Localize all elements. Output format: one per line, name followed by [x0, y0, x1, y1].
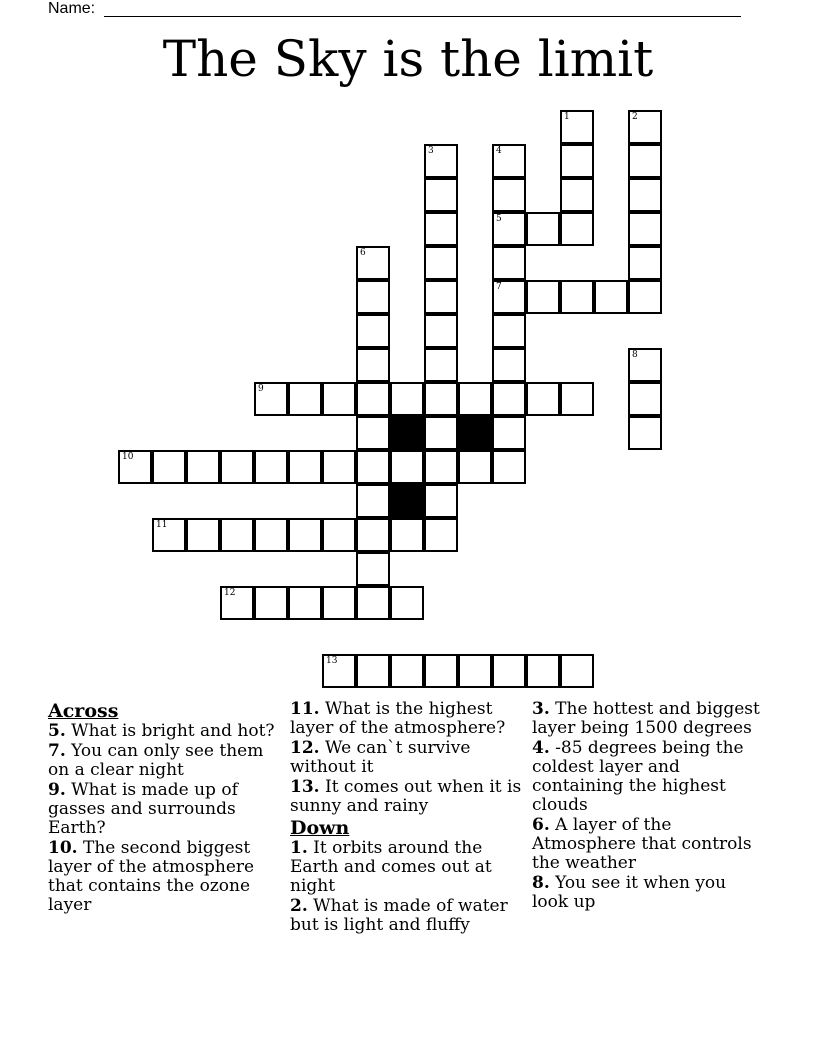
clue-text: It comes out when it is sunny and rainy [290, 777, 522, 816]
clue-text: -85 degrees being the coldest layer and containing the highest clouds [532, 738, 744, 815]
clue-column-2 [290, 700, 526, 936]
grid-cell[interactable] [492, 382, 526, 416]
clue-num: 9. [48, 780, 66, 800]
name-label: Name: [48, 0, 96, 17]
grid-cell[interactable] [560, 382, 594, 416]
grid-cell[interactable] [390, 654, 424, 688]
across-clue-list-1 [48, 722, 284, 915]
black-cell [390, 484, 424, 518]
clue-text: It orbits around the Earth and comes out at night [290, 838, 492, 896]
clue-number: 8 [632, 350, 638, 360]
grid-cell[interactable] [220, 518, 254, 552]
clue-num: 12. [290, 738, 320, 758]
clue-item [532, 700, 762, 738]
clue-item [48, 742, 284, 780]
clue-text: What is the highest layer of the atmosphere? [290, 699, 506, 738]
clue-number: 10 [122, 452, 134, 462]
grid-cell[interactable] [458, 654, 492, 688]
clue-text: The second biggest layer of the atmosphere that contains the ozone layer [48, 838, 255, 915]
grid-cell[interactable] [254, 518, 288, 552]
grid-cell[interactable] [628, 246, 662, 280]
grid-cell[interactable] [186, 450, 220, 484]
page-title: The Sky is the limit [162, 30, 654, 88]
clue-num: 6. [532, 815, 550, 835]
grid-cell[interactable] [322, 382, 356, 416]
grid-cell[interactable] [628, 348, 662, 382]
grid-cell[interactable] [288, 450, 322, 484]
clue-number: 1 [564, 112, 570, 122]
grid-cell[interactable] [356, 484, 390, 518]
clue-number: 13 [326, 656, 338, 666]
grid-cell[interactable] [424, 144, 458, 178]
grid-cell[interactable] [492, 450, 526, 484]
clue-text: We can`t survive without it [290, 738, 471, 777]
grid-cell[interactable] [560, 144, 594, 178]
clue-item [290, 897, 526, 935]
grid-cell[interactable] [356, 416, 390, 450]
clue-text: The hottest and biggest layer being 1500 degrees [532, 699, 760, 738]
grid-cell[interactable] [288, 518, 322, 552]
grid-cell[interactable] [356, 586, 390, 620]
clue-num: 4. [532, 738, 550, 758]
clue-column-3 [532, 700, 762, 913]
clue-number: 7 [496, 282, 502, 292]
grid-cell[interactable] [628, 280, 662, 314]
clue-item [48, 781, 284, 838]
grid-cell[interactable] [356, 314, 390, 348]
grid-cell[interactable] [424, 450, 458, 484]
clue-num: 5. [48, 721, 66, 741]
clue-number: 2 [632, 112, 638, 122]
grid-cell[interactable] [526, 654, 560, 688]
clue-number: 12 [224, 588, 236, 598]
clue-num: 7. [48, 741, 66, 761]
across-heading: Across [48, 700, 119, 722]
clue-text: A layer of the Atmosphere that controls the weather [532, 815, 752, 873]
clue-number: 4 [496, 146, 502, 156]
black-cell [390, 416, 424, 450]
grid-cell[interactable] [152, 450, 186, 484]
grid-cell[interactable] [390, 382, 424, 416]
grid-cell[interactable] [424, 348, 458, 382]
down-heading: Down [290, 817, 350, 839]
grid-cell[interactable] [288, 382, 322, 416]
grid-cell[interactable] [322, 450, 356, 484]
down-clue-list-1 [290, 839, 526, 935]
grid-cell[interactable] [424, 654, 458, 688]
grid-cell[interactable] [492, 654, 526, 688]
grid-cell[interactable] [424, 484, 458, 518]
clue-number: 6 [360, 248, 366, 258]
grid-cell[interactable] [560, 178, 594, 212]
clue-num: 1. [290, 838, 308, 858]
grid-cell[interactable] [220, 450, 254, 484]
clue-item [48, 839, 284, 915]
grid-cell[interactable] [356, 280, 390, 314]
grid-cell[interactable] [356, 382, 390, 416]
grid-cell[interactable] [356, 348, 390, 382]
grid-cell[interactable] [118, 450, 152, 484]
grid-cell[interactable] [356, 552, 390, 586]
grid-cell[interactable] [492, 144, 526, 178]
clue-num: 13. [290, 777, 320, 797]
grid-cell[interactable] [254, 382, 288, 416]
grid-cell[interactable] [628, 382, 662, 416]
grid-cell[interactable] [492, 416, 526, 450]
grid-cell[interactable] [356, 246, 390, 280]
grid-cell[interactable] [186, 518, 220, 552]
grid-cell[interactable] [424, 518, 458, 552]
clue-item [532, 739, 762, 815]
clue-column-1 [48, 700, 284, 916]
clue-num: 11. [290, 699, 320, 719]
grid-cell[interactable] [254, 586, 288, 620]
grid-cell[interactable] [628, 416, 662, 450]
clue-num: 2. [290, 896, 308, 916]
clue-text: You see it when you look up [532, 873, 727, 912]
clue-text: You can only see them on a clear night [48, 741, 264, 780]
grid-cell[interactable] [526, 382, 560, 416]
grid-cell[interactable] [492, 348, 526, 382]
grid-cell[interactable] [560, 212, 594, 246]
grid-cell[interactable] [628, 178, 662, 212]
grid-cell[interactable] [254, 450, 288, 484]
clue-num: 10. [48, 838, 78, 858]
clue-number: 5 [496, 214, 502, 224]
grid-cell[interactable] [424, 382, 458, 416]
clue-item [290, 739, 526, 777]
clue-text: What is bright and hot? [65, 721, 275, 741]
clue-num: 3. [532, 699, 550, 719]
grid-cell[interactable] [458, 382, 492, 416]
grid-cell[interactable] [390, 450, 424, 484]
grid-cell[interactable] [424, 314, 458, 348]
grid-cell[interactable] [526, 280, 560, 314]
grid-cell[interactable] [322, 586, 356, 620]
clue-number: 3 [428, 146, 434, 156]
grid-cell[interactable] [458, 450, 492, 484]
grid-cell[interactable] [390, 586, 424, 620]
down-clue-list-2 [532, 700, 762, 912]
clue-num: 8. [532, 873, 550, 893]
clue-item [290, 700, 526, 738]
grid-cell[interactable] [628, 144, 662, 178]
across-clue-list-2 [290, 700, 526, 816]
grid-cell[interactable] [526, 212, 560, 246]
grid-cell[interactable] [322, 654, 356, 688]
clue-text: What is made up of gasses and surrounds Earth? [48, 780, 238, 838]
grid-cell[interactable] [288, 586, 322, 620]
grid-cell[interactable] [356, 654, 390, 688]
grid-cell[interactable] [560, 654, 594, 688]
grid-cell[interactable] [424, 178, 458, 212]
grid-cell[interactable] [356, 518, 390, 552]
grid-cell[interactable] [390, 518, 424, 552]
clue-item [290, 839, 526, 896]
grid-cell[interactable] [424, 246, 458, 280]
grid-cell[interactable] [628, 110, 662, 144]
grid-cell[interactable] [424, 416, 458, 450]
clue-text: What is made of water but is light and fluffy [290, 896, 508, 935]
clue-item [532, 816, 762, 873]
grid-cell[interactable] [322, 518, 356, 552]
black-cell [458, 416, 492, 450]
grid-cell[interactable] [424, 212, 458, 246]
clue-item [532, 874, 762, 912]
grid-cell[interactable] [356, 450, 390, 484]
grid-cell[interactable] [492, 246, 526, 280]
grid-cell[interactable] [492, 212, 526, 246]
clue-number: 9 [258, 384, 264, 394]
grid-cell[interactable] [220, 586, 254, 620]
grid-cell[interactable] [594, 280, 628, 314]
grid-cell[interactable] [492, 314, 526, 348]
clue-number: 11 [156, 520, 168, 530]
grid-cell[interactable] [424, 280, 458, 314]
clue-item [290, 778, 526, 816]
grid-cell[interactable] [492, 178, 526, 212]
clue-item [48, 722, 284, 741]
grid-cell[interactable] [492, 280, 526, 314]
grid-cell[interactable] [560, 280, 594, 314]
grid-cell[interactable] [152, 518, 186, 552]
grid-cell[interactable] [628, 212, 662, 246]
grid-cell[interactable] [560, 110, 594, 144]
